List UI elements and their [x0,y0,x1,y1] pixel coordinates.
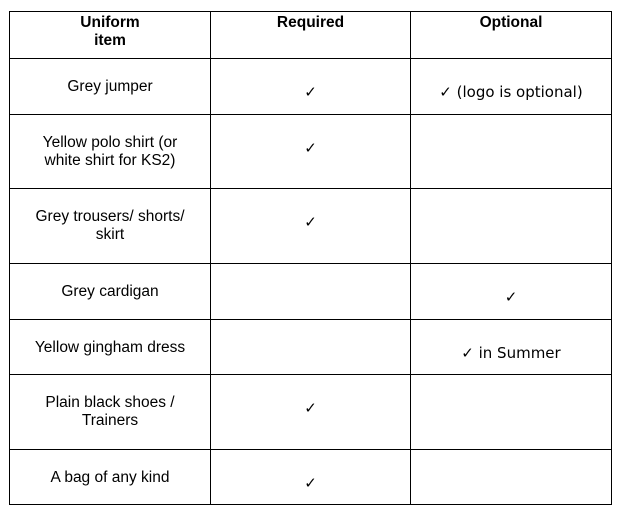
header-required [211,12,411,59]
optional-cell [411,320,612,375]
item-cell [10,115,211,189]
required-check: ✓ [304,213,317,231]
item-cell [10,450,211,505]
item-label-line2: Trainers [81,412,139,429]
table-row [10,264,612,320]
required-check [211,320,410,344]
required-check: ✓ [304,83,317,101]
item-label [10,59,210,96]
optional-check: ✓ (logo is optional) [439,83,583,101]
table-row [10,59,612,115]
item-label [10,375,210,430]
item-cell [10,320,211,375]
item-label [10,189,210,244]
header-uniform-item-line2: item [94,32,126,49]
table-row [10,375,612,450]
item-cell [10,189,211,264]
uniform-table [9,11,612,505]
item-label [10,320,210,357]
optional-cell [411,264,612,320]
item-label-line1: Plain black shoes / [45,394,175,411]
required-cell [211,59,411,115]
item-label-line1: Grey cardigan [61,283,159,300]
table-row [10,320,612,375]
optional-cell [411,375,612,450]
item-label-line1: Yellow gingham dress [34,339,186,356]
required-cell [211,375,411,450]
item-label-line2: white shirt for KS2) [44,152,176,169]
table-row [10,189,612,264]
header-row [10,12,612,59]
item-cell [10,264,211,320]
optional-cell [411,189,612,264]
required-cell [211,115,411,189]
item-label-line1: Grey trousers/ shorts/ [35,208,185,225]
optional-check: ✓ in Summer [461,344,561,362]
item-label-line1: Grey jumper [67,78,153,95]
item-label [10,264,210,301]
optional-cell [411,115,612,189]
item-label-line1: A bag of any kind [50,469,170,486]
required-check [211,264,410,288]
optional-cell [411,59,612,115]
item-label [10,115,210,170]
required-cell [211,264,411,320]
required-cell [211,450,411,505]
required-check: ✓ [304,399,317,417]
required-check: ✓ [304,139,317,157]
header-uniform-item [10,12,211,59]
table-row [10,450,612,505]
item-cell [10,59,211,115]
optional-check [411,189,611,213]
optional-check [411,375,611,399]
required-cell [211,189,411,264]
required-cell [211,320,411,375]
header-uniform-item-line1: Uniform [80,14,140,31]
required-check: ✓ [304,474,317,492]
optional-cell [411,450,612,505]
item-label-line2: skirt [95,226,125,243]
optional-check [411,450,611,474]
optional-check [411,115,611,139]
item-label-line1: Yellow polo shirt (or [42,134,178,151]
optional-check: ✓ [504,288,518,306]
item-label [10,450,210,487]
header-optional [411,12,612,59]
header-required-label: Required [276,14,345,31]
header-optional-label: Optional [479,14,543,31]
table-row [10,115,612,189]
item-cell [10,375,211,450]
